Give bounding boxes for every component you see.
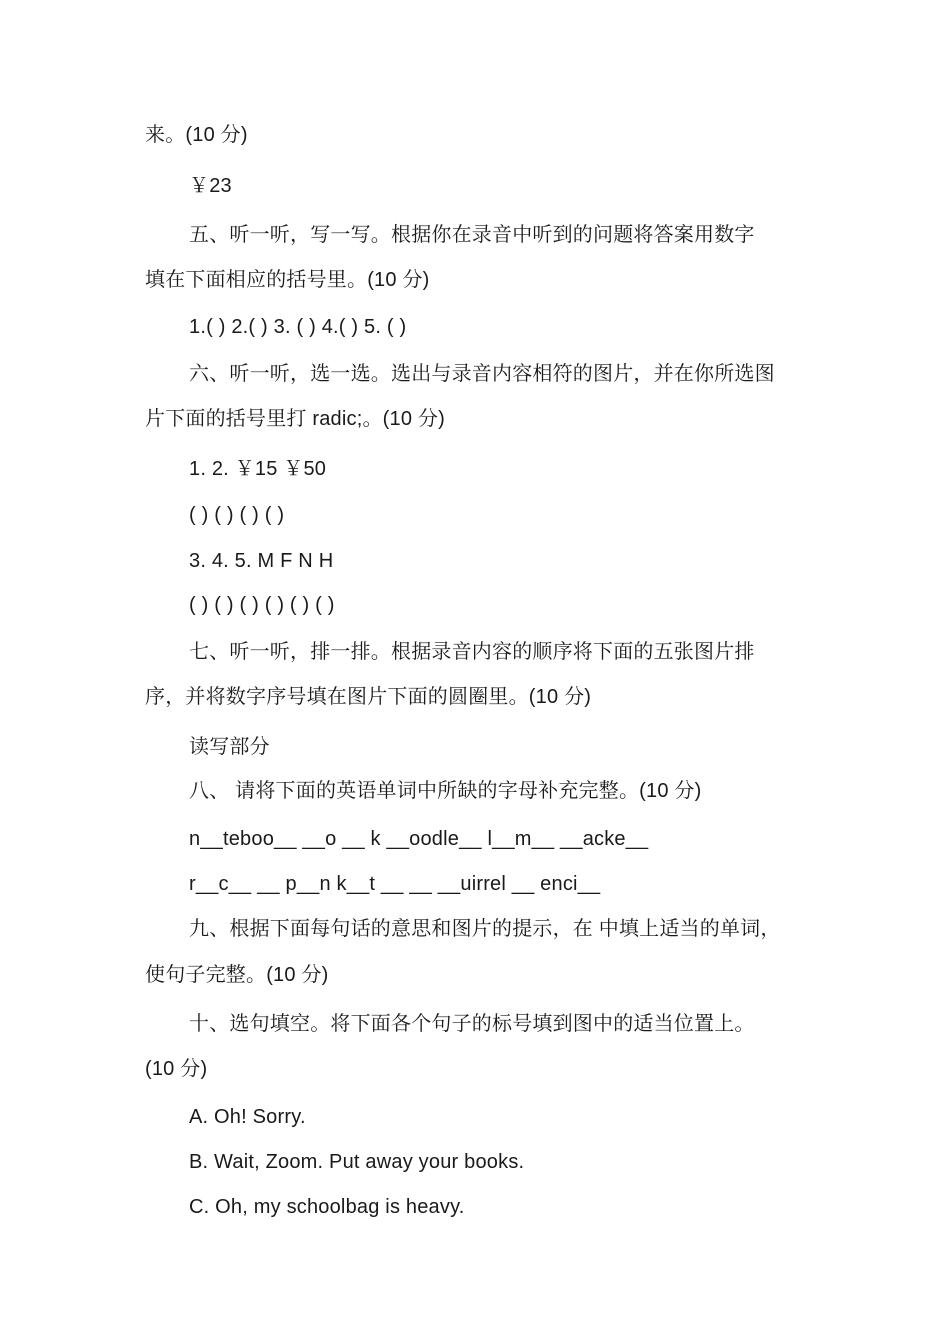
- section-6-heading-cont: 片下面的括号里打 radic;。(10 分): [145, 408, 445, 430]
- section-9-heading-cont: 使句子完整。(10 分): [145, 964, 329, 986]
- section-8-words-1: n__teboo__ __o __ k __oodle__ l__m__ __acke__: [189, 828, 649, 850]
- text-line-continuation: 来。(10 分): [145, 124, 248, 146]
- section-7-heading-cont: 序，并将数字序号填在图片下面的圆圈里。(10 分): [145, 686, 592, 708]
- section-7-heading: 七、听一听，排一排。根据录音内容的顺序将下面的五张图片排: [189, 641, 755, 663]
- section-5-heading: 五、听一听，写一写。根据你在录音中听到的问题将答案用数字: [189, 224, 755, 246]
- section-6-row-1: 1. 2. ￥15 ￥50: [189, 458, 327, 480]
- section-8-words-2: r__c__ __ p__n k__t __ __ __uirrel __ enci__: [189, 873, 601, 895]
- section-6-heading: 六、听一听，选一选。选出与录音内容相符的图片，并在你所选图: [189, 363, 775, 385]
- text-line-price: ￥23: [189, 175, 232, 197]
- section-9-heading: 九、根据下面每句话的意思和图片的提示，在 中填上适当的单词，: [189, 918, 781, 940]
- section-5-heading-cont: 填在下面相应的括号里。(10 分): [145, 269, 430, 291]
- section-8-heading: 八、 请将下面的英语单词中所缺的字母补充完整。(10 分): [189, 780, 702, 802]
- section-10-heading-cont: (10 分): [145, 1058, 208, 1080]
- section-6-brackets-2: ( ) ( ) ( ) ( ) ( ) ( ): [189, 594, 335, 616]
- section-5-answers: 1.( ) 2.( ) 3. ( ) 4.( ) 5. ( ): [189, 316, 407, 338]
- option-a: A. Oh! Sorry.: [189, 1106, 306, 1128]
- section-6-brackets-1: ( ) ( ) ( ) ( ): [189, 504, 285, 526]
- part-heading-read-write: 读写部分: [189, 736, 270, 758]
- option-b: B. Wait, Zoom. Put away your books.: [189, 1151, 525, 1173]
- option-c: C. Oh, my schoolbag is heavy.: [189, 1196, 465, 1218]
- section-10-heading: 十、选句填空。将下面各个句子的标号填到图中的适当位置上。: [189, 1013, 755, 1035]
- section-6-row-2: 3. 4. 5. M F N H: [189, 550, 334, 572]
